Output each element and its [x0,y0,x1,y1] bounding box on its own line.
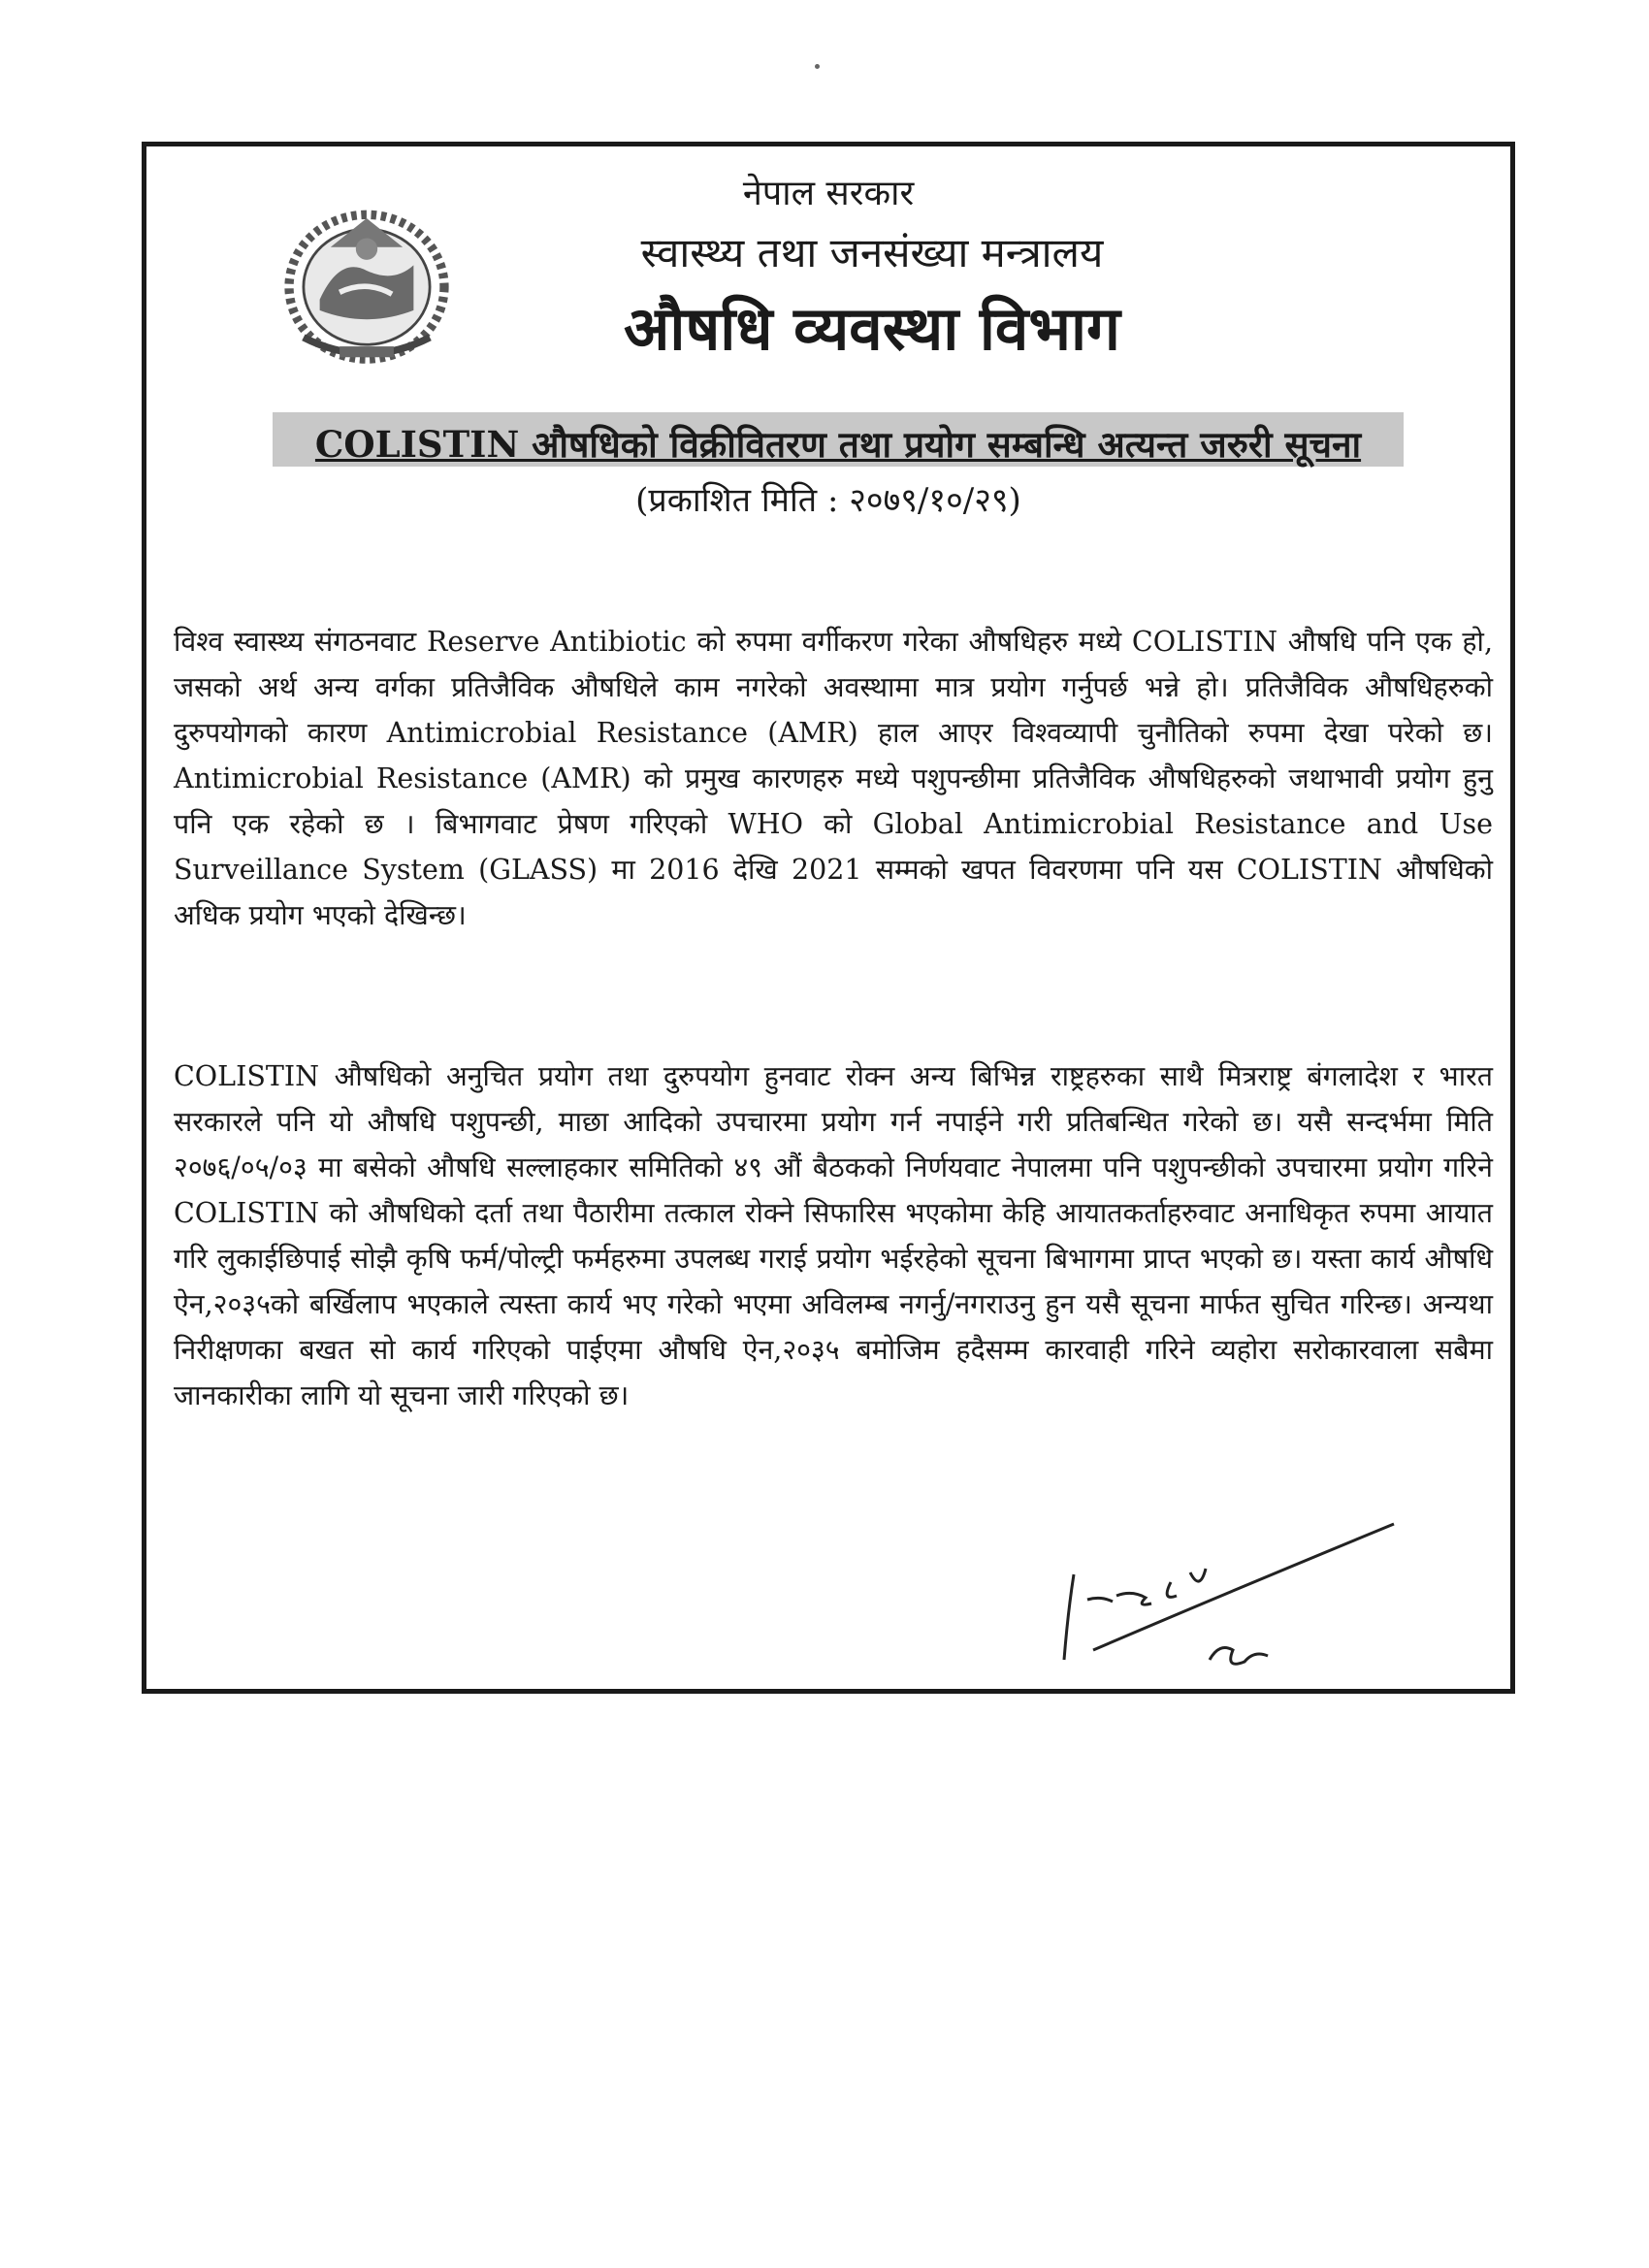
notice-title-highlight [273,412,1404,467]
ministry-name: स्वास्थ्य तथा जनसंख्या मन्त्रालय [640,229,1104,276]
published-date: (प्रकाशित मिति : २०७९/१०/२९) [635,481,1021,520]
handwritten-signature-icon [1054,1514,1404,1689]
notice-paragraph-2: COLISTIN औषधिको अनुचित प्रयोग तथा दुरुपयोग हुनवाट रोक्न अन्य बिभिन्न राष्ट्रहरुका साथै मित्रराष्ट्र बंगलादेश र भारत सरकारले पनि यो औषधि पशुपन्छी, माछा आदिको उपचारमा प्रयोग गर्न नपाईने गरी प्रतिबन्धित गरेको छ। यसै सन्दर्भमा मिति २०७६/०५/०३ मा बसेको औषधि सल्लाहकार समितिको ४९ औं बैठकको निर्णयवाट नेपालमा पनि पशुपन्छीको उपचारमा प्रयोग गरिने COLISTIN को औषधिको दर्ता तथा पैठारीमा तत्काल रोक्ने सिफारिस भएकोमा केहि आयातकर्ताहरुवाट अनाधिकृत रुपमा आयात गरि लुकाईछिपाई सोझै कृषि फर्म/पोल्ट्री फर्महरुमा उपलब्ध गराई प्रयोग भईरहेको सूचना बिभागमा प्राप्त भएको छ। यस्ता कार्य औषधि ऐन,२०३५को बर्खिलाप भएकाले त्यस्ता कार्य भए गरेको भएमा अविलम्ब नगर्नु/नगराउनु हुन यसै सूचना मार्फत सुचित गरिन्छ। अन्यथा निरीक्षणका बखत सो कार्य गरिएको पाईएमा औषधि ऐन,२०३५ बमोजिम हदैसम्म कारवाही गरिने व्यहोरा सरोकारवाला सबैमा जानकारीका लागि यो सूचना जारी गरिएको छ। [174,1059,1493,1411]
department-name: औषधि व्यवस्था विभाग [624,293,1120,364]
government-name: नेपाल सरकार [742,174,915,213]
scan-speck [815,64,820,69]
notice-title: COLISTIN औषधिको विक्रीवितरण तथा प्रयोग सम्बन्धि अत्यन्त जरुरी सूचना [314,423,1362,466]
notice-frame [142,142,1515,1694]
notice-paragraph-1: विश्व स्वास्थ्य संगठनवाट Reserve Antibiotic को रुपमा वर्गीकरण गरेका औषधिहरु मध्ये COLISTIN औषधि पनि एक हो, जसको अर्थ अन्य वर्गका प्रतिजैविक औषधिले काम नगरेको अवस्थामा मात्र प्रयोग गर्नुपर्छ भन्ने हो। प्रतिजैविक औषधिहरुको दुरुपयोगको कारण Antimicrobial Resistance (AMR) हाल आएर विश्वव्यापी चुनौतिको रुपमा देखा परेको छ। Antimicrobial Resistance (AMR) को प्रमुख कारणहरु मध्ये पशुपन्छीमा प्रतिजैविक औषधिहरुको जथाभावी प्रयोग हुनु पनि एक रहेको छ । बिभागवाट प्रेषण गरिएको WHO को Global Antimicrobial Resistance and Use Surveillance System (GLASS) मा 2016 देखि 2021 सम्मको खपत विवरणमा पनि यस COLISTIN औषधिको अधिक प्रयोग भएको देखिन्छ। [174,625,1493,931]
